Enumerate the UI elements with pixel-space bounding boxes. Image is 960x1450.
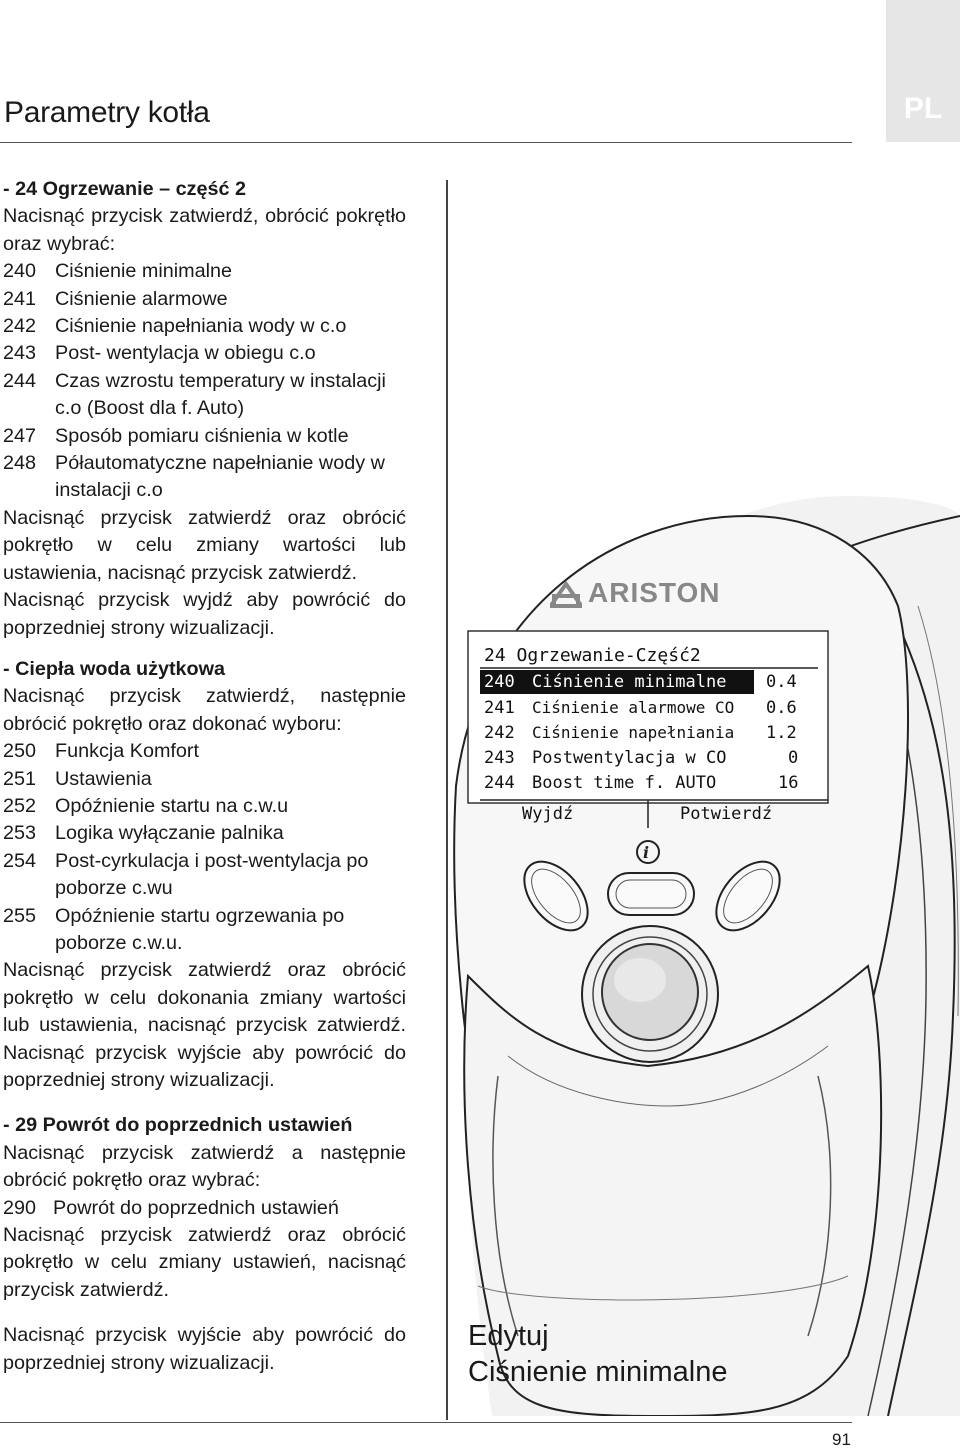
item-text: Ustawienia bbox=[55, 767, 152, 790]
screen-row-label: Postwentylacja w CO bbox=[532, 748, 727, 768]
language-label: PL bbox=[903, 92, 943, 125]
language-tab bbox=[886, 0, 960, 142]
item-text: Ciśnienie minimalne bbox=[55, 260, 233, 283]
item-text: Post- wentylacja w obiegu c.o bbox=[55, 342, 316, 365]
item-number: 251 bbox=[3, 767, 37, 790]
text-column bbox=[3, 176, 406, 1377]
section-dhw-intro: Nacisnąć przycisk zatwierdź, następnie obrócić pokrętło oraz dokonać wyboru: bbox=[3, 685, 406, 735]
item-number: 242 bbox=[3, 315, 37, 338]
item-number: 247 bbox=[3, 424, 37, 447]
section-heading-29: - 29 Powrót do poprzednich ustawień bbox=[3, 1114, 353, 1137]
list-item bbox=[3, 793, 406, 820]
caption-line-1: Edytuj bbox=[468, 1320, 549, 1352]
item-text: Ciśnienie napełniania wody w c.o bbox=[55, 315, 347, 338]
softkey-exit-label: Wyjdź bbox=[522, 804, 574, 824]
item-number: 244 bbox=[3, 369, 37, 392]
section-24-outro-exit: Nacisnąć przycisk wyjdź aby powrócić do poprzedniej strony wizualizacji. bbox=[3, 589, 406, 639]
list-item bbox=[3, 1195, 406, 1222]
section-dhw-outro: Nacisnąć przycisk zatwierdź oraz obrócić pokrętło w celu dokonania zmiany wartości lub ustawienia, nacisnąć przycisk zatwierdź. Nacisnąć przycisk wyjście aby powrócić do poprzedniej strony wizualizacji. bbox=[3, 959, 406, 1091]
item-number: 240 bbox=[3, 260, 37, 283]
list-item bbox=[3, 903, 406, 958]
list-item bbox=[3, 286, 406, 313]
item-text: Opóźnienie startu ogrzewania po poborze c.w.u. bbox=[55, 904, 345, 954]
section-24-outro: Nacisnąć przycisk zatwierdź oraz obrócić pokrętło w celu zmiany wartości lub ustawienia, nacisnąć przycisk zatwierdź. bbox=[3, 506, 406, 584]
item-number: 241 bbox=[3, 287, 37, 310]
screen-row-value: 0 bbox=[788, 748, 799, 768]
page-number: 91 bbox=[832, 1430, 851, 1449]
screen-row-number: 243 bbox=[484, 748, 515, 768]
list-item bbox=[3, 766, 406, 793]
item-number: 252 bbox=[3, 794, 37, 817]
screen-row-value: 16 bbox=[778, 773, 799, 793]
info-button[interactable] bbox=[608, 873, 694, 915]
item-number: 290 bbox=[3, 1196, 37, 1219]
screen-row-value: 0.6 bbox=[766, 698, 797, 718]
footer-rule bbox=[0, 1422, 852, 1423]
list-item bbox=[3, 738, 406, 765]
item-text: Czas wzrostu temperatury w instalacji c.o (Boost dla f. Auto) bbox=[55, 369, 386, 420]
figure-caption bbox=[468, 1318, 728, 1390]
item-number: 254 bbox=[3, 849, 37, 872]
controller-illustration bbox=[448, 456, 960, 1416]
item-text: Ciśnienie alarmowe bbox=[55, 287, 228, 310]
section-24-intro: Nacisnąć przycisk zatwierdź, obrócić pokrętło oraz wybrać: bbox=[3, 205, 406, 255]
caption-line-2: Ciśnienie minimalne bbox=[468, 1356, 728, 1388]
item-text: Funkcja Komfort bbox=[55, 740, 200, 763]
screen-title: 24 Ogrzewanie-Część2 bbox=[484, 645, 701, 666]
section-29-intro: Nacisnąć przycisk zatwierdź a następnie obrócić pokrętło oraz wybrać: bbox=[3, 1141, 406, 1192]
header-rule bbox=[0, 142, 852, 143]
softkey-confirm-label: Potwierdź bbox=[680, 804, 773, 824]
list-item bbox=[3, 423, 406, 450]
list-item bbox=[3, 340, 406, 367]
list-item bbox=[3, 313, 406, 340]
screen-row-number: 242 bbox=[484, 723, 515, 743]
screen-row-value: 0.4 bbox=[766, 672, 797, 692]
page-title: Parametry kotła bbox=[4, 96, 210, 129]
section-heading-dhw: - Ciepła woda użytkowa bbox=[3, 657, 226, 680]
section-heading-24: - 24 Ogrzewanie – część 2 bbox=[3, 178, 246, 200]
lcd-screen bbox=[468, 631, 828, 828]
svg-text:i: i bbox=[643, 843, 650, 862]
item-text: Powrót do poprzednich ustawień bbox=[53, 1196, 339, 1219]
screen-row-number: 240 bbox=[484, 672, 515, 692]
screen-row-value: 1.2 bbox=[766, 723, 797, 743]
item-number: 243 bbox=[3, 342, 37, 365]
screen-row-label: Ciśnienie napełniania bbox=[532, 723, 735, 742]
list-item bbox=[3, 258, 406, 285]
item-text: Post-cyrkulacja i post-wentylacja po poborze c.wu bbox=[55, 849, 369, 900]
section-29-outro-exit: Nacisnąć przycisk wyjście aby powrócić do poprzedniej strony wizualizacji. bbox=[3, 1324, 406, 1374]
list-item bbox=[3, 848, 406, 903]
item-text: Półautomatyczne napełnianie wody w instalacji c.o bbox=[55, 452, 385, 502]
screen-row-label: Boost time f. AUTO bbox=[532, 773, 717, 793]
item-number: 248 bbox=[3, 452, 37, 475]
list-item bbox=[3, 820, 406, 847]
item-text: Sposób pomiaru ciśnienia w kotle bbox=[55, 424, 349, 447]
item-number: 250 bbox=[3, 740, 37, 763]
list-item bbox=[3, 368, 406, 423]
screen-row-label: Ciśnienie minimalne bbox=[532, 672, 727, 692]
item-text: Opóźnienie startu na c.w.u bbox=[55, 794, 289, 817]
item-number: 253 bbox=[3, 822, 37, 845]
rotary-knob[interactable] bbox=[582, 926, 718, 1062]
list-item bbox=[3, 450, 406, 505]
brand-name: ARISTON bbox=[588, 577, 721, 608]
item-number: 255 bbox=[3, 904, 37, 927]
section-29-outro: Nacisnąć przycisk zatwierdź oraz obrócić pokrętło w celu zmiany ustawień, nacisnąć przycisk zatwierdź. bbox=[3, 1224, 406, 1301]
screen-row-number: 244 bbox=[484, 773, 515, 793]
item-text: Logika wyłączanie palnika bbox=[55, 822, 284, 845]
screen-row-number: 241 bbox=[484, 698, 515, 718]
screen-row-label: Ciśnienie alarmowe CO bbox=[532, 698, 735, 717]
